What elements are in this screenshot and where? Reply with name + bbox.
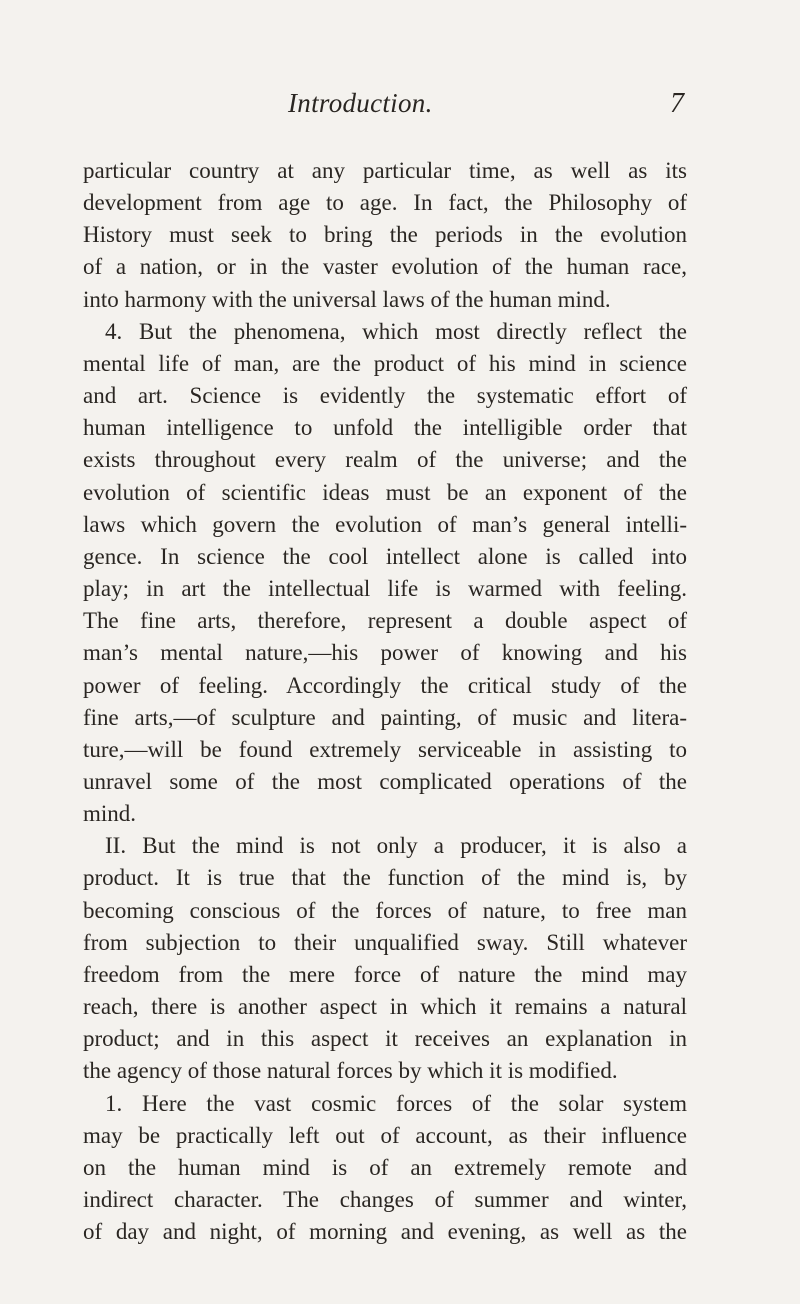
text-line: of a nation, or in the vaster evolution of the human race, — [83, 254, 687, 280]
text-line: particular country at any particular time, as well as its — [83, 158, 687, 183]
text-line: gence. In science the cool intellect alone is called into — [83, 543, 687, 569]
text-line: fine arts,—of sculpture and painting, of music and litera- — [83, 704, 687, 730]
text-line: mind. — [83, 801, 137, 827]
text-line: mental life of man, are the product of his mind in science — [83, 350, 687, 376]
text-line: History must seek to bring the periods in the evolution — [83, 222, 687, 248]
text-line: ture,—will be found extremely serviceable in assisting to — [83, 736, 687, 762]
text-line: and art. Science is evidently the systematic effort of — [83, 383, 687, 409]
page-number: 7 — [670, 88, 684, 119]
text-line: II. But the mind is not only a producer, it is also a — [105, 833, 687, 859]
text-line: human intelligence to unfold the intelligible order that — [83, 415, 687, 441]
text-line: 1. Here the vast cosmic forces of the solar system — [105, 1090, 687, 1116]
running-head — [288, 88, 684, 128]
text-line: exists throughout every realm of the universe; and the — [83, 447, 687, 473]
text-line: indirect character. The changes of summer and winter, — [83, 1187, 687, 1212]
text-line: laws which govern the evolution of man’s general intelli- — [83, 511, 687, 537]
text-line: becoming conscious of the forces of nature, to free man — [83, 897, 687, 923]
text-line: evolution of scientific ideas must be an exponent of the — [83, 479, 687, 505]
text-line: reach, there is another aspect in which it remains a natural — [83, 994, 687, 1020]
text-line: 4. But the phenomena, which most directly reflect the — [105, 318, 687, 344]
text-line: The fine arts, therefore, represent a double aspect of — [83, 608, 687, 634]
text-line: power of feeling. Accordingly the critical study of the — [83, 672, 687, 698]
text-line: freedom from the mere force of nature the mind may — [83, 961, 687, 987]
body-text — [83, 155, 687, 1248]
text-line: may be practically left out of account, as their influence — [83, 1122, 687, 1148]
text-line: of day and night, of morning and evening, as well as the — [83, 1219, 687, 1245]
text-line: from subjection to their unqualified sway. Still whatever — [83, 929, 687, 955]
text-line: on the human mind is of an extremely remote and — [83, 1154, 687, 1180]
text-line: development from age to age. In fact, the Philosophy of — [83, 190, 687, 216]
text-line: the agency of those natural forces by which it is modified. — [83, 1058, 618, 1084]
text-line: into harmony with the universal laws of the human mind. — [83, 286, 611, 312]
text-line: unravel some of the most complicated operations of the — [83, 768, 687, 794]
text-line: product. It is true that the function of the mind is, by — [83, 865, 687, 891]
text-line: play; in art the intellectual life is warmed with feeling. — [83, 576, 687, 602]
text-line: man’s mental nature,—his power of knowing and his — [83, 640, 687, 666]
text-line: product; and in this aspect it receives an explanation in — [83, 1026, 687, 1052]
running-title: Introduction. — [288, 88, 433, 118]
